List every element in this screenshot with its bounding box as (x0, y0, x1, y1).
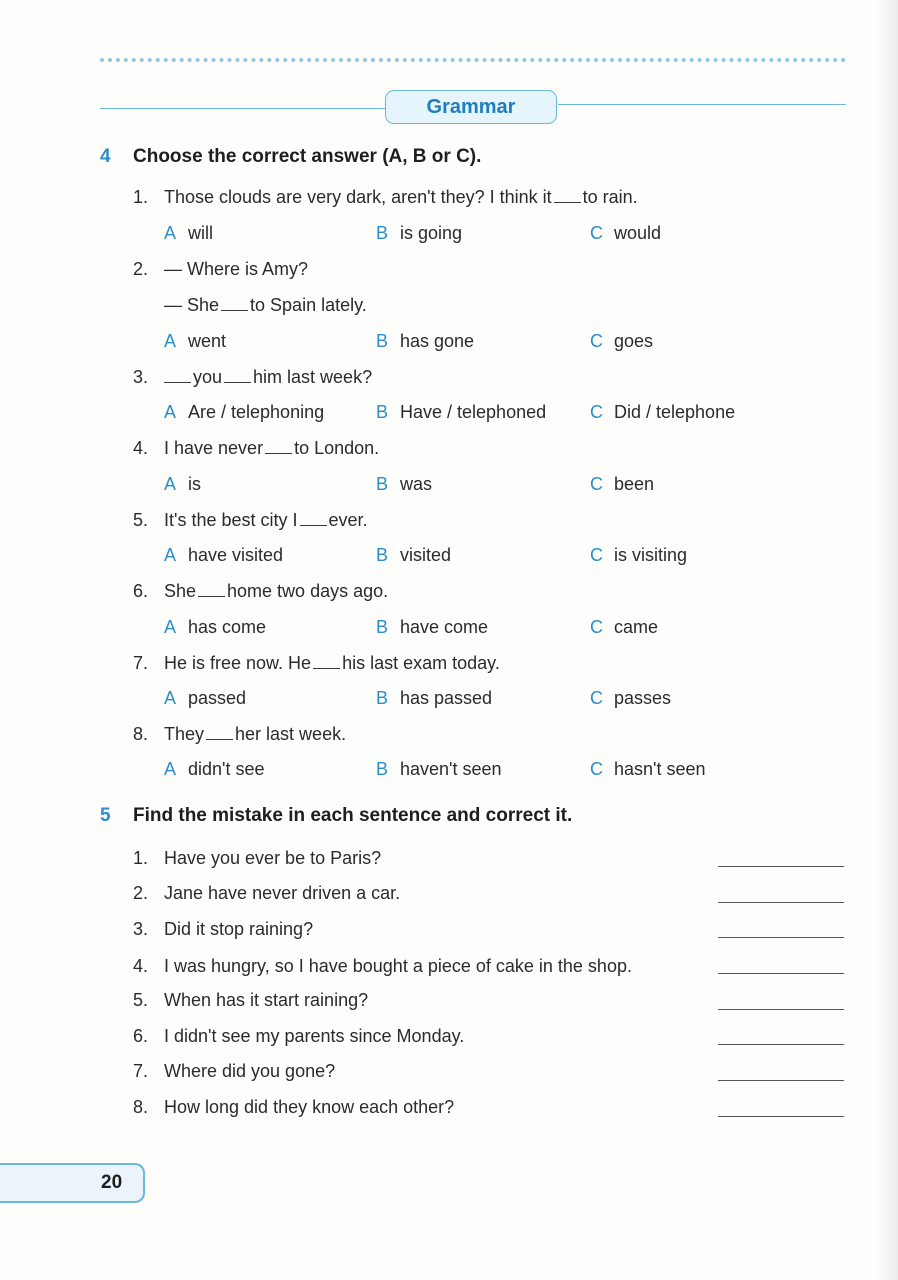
option-b[interactable] (376, 330, 474, 352)
option-b[interactable] (376, 222, 462, 244)
sentence-text: Have you ever be to Paris? (164, 848, 382, 868)
option-text: is (188, 474, 201, 494)
correction-line-1[interactable] (718, 866, 844, 867)
option-text: Are / telephoning (188, 402, 325, 422)
question-text: his last exam today. (342, 653, 500, 673)
sentence-number: 2. (133, 883, 149, 903)
sentence-text: I was hungry, so I have bought a piece of cake in the shop. (164, 956, 632, 976)
question-text: — She (164, 295, 220, 315)
question-8 (133, 723, 346, 745)
correction-line-5[interactable] (718, 1009, 844, 1010)
option-letter: C (590, 223, 603, 243)
exercise-number: 5 (100, 805, 111, 826)
correction-line-3[interactable] (718, 937, 844, 938)
section-rule-right (558, 104, 846, 105)
correction-line-2[interactable] (718, 902, 844, 903)
option-b[interactable] (376, 544, 451, 566)
page-number-tab (0, 1163, 145, 1203)
option-letter: A (164, 545, 177, 565)
option-c[interactable] (590, 687, 671, 709)
option-a[interactable] (164, 222, 213, 244)
option-letter: B (376, 545, 389, 565)
exercise-5-heading (100, 805, 572, 827)
option-a[interactable] (164, 758, 265, 780)
option-letter: B (376, 759, 389, 779)
question-number: 7. (133, 653, 149, 673)
option-a[interactable] (164, 544, 283, 566)
option-c[interactable] (590, 330, 653, 352)
question-text: He is free now. He (164, 653, 312, 673)
question-number: 3. (133, 367, 149, 387)
option-text: passes (614, 688, 672, 708)
answer-blank[interactable] (221, 309, 248, 311)
sentence-number: 6. (133, 1026, 149, 1046)
question-text: — Where is Amy? (164, 259, 309, 279)
sentence-5 (133, 989, 368, 1011)
option-letter: B (376, 617, 389, 637)
option-text: hasn't seen (614, 759, 706, 779)
question-number: 2. (133, 259, 149, 279)
option-a[interactable] (164, 473, 201, 495)
correction-line-4[interactable] (718, 973, 844, 974)
section-title: Grammar (385, 90, 557, 124)
answer-blank[interactable] (265, 452, 292, 454)
option-b[interactable] (376, 758, 502, 780)
option-letter: C (590, 688, 603, 708)
question-text: her last week. (235, 724, 347, 744)
option-text: will (188, 223, 213, 243)
question-number: 6. (133, 581, 149, 601)
option-letter: A (164, 688, 177, 708)
question-text: She (164, 581, 197, 601)
option-letter: A (164, 759, 177, 779)
option-letter: B (376, 402, 389, 422)
option-c[interactable] (590, 222, 661, 244)
question-number: 4. (133, 438, 149, 458)
sentence-text: Did it stop raining? (164, 919, 314, 939)
option-text: has passed (400, 688, 493, 708)
option-text: was (400, 474, 433, 494)
dotted-divider (100, 58, 846, 62)
option-letter: C (590, 545, 603, 565)
option-a[interactable] (164, 616, 266, 638)
sentence-text: Jane have never driven a car. (164, 883, 401, 903)
option-text: have come (400, 617, 489, 637)
question-2-reply (133, 294, 367, 316)
option-letter: C (590, 331, 603, 351)
exercise-instruction: Find the mistake in each sentence and correct it. (133, 805, 573, 826)
question-text: It's the best city I (164, 510, 298, 530)
exercise-4-heading (100, 146, 481, 168)
question-number: 1. (133, 187, 149, 207)
question-text: Those clouds are very dark, aren't they? I think it (164, 187, 552, 207)
question-7 (133, 652, 500, 674)
question-text: home two days ago. (227, 581, 389, 601)
question-5 (133, 509, 368, 531)
option-letter: B (376, 223, 389, 243)
answer-blank[interactable] (206, 738, 233, 740)
option-text: is visiting (614, 545, 688, 565)
question-number: 8. (133, 724, 149, 744)
option-c[interactable] (590, 616, 658, 638)
sentence-number: 7. (133, 1061, 149, 1081)
exercise-instruction: Choose the correct answer (A, B or C). (133, 146, 482, 167)
option-b[interactable] (376, 687, 492, 709)
question-text: to Spain lately. (250, 295, 367, 315)
option-letter: B (376, 331, 389, 351)
option-text: didn't see (188, 759, 265, 779)
option-b[interactable] (376, 473, 432, 495)
sentence-text: How long did they know each other? (164, 1097, 455, 1117)
page-edge-shadow (876, 0, 898, 1280)
answer-blank[interactable] (554, 201, 581, 203)
sentence-3 (133, 918, 313, 940)
sentence-number: 1. (133, 848, 149, 868)
question-text: I have never (164, 438, 264, 458)
question-text: ever. (328, 510, 368, 530)
option-letter: A (164, 223, 177, 243)
sentence-text: Where did you gone? (164, 1061, 336, 1081)
answer-blank[interactable] (300, 524, 327, 526)
question-text: They (164, 724, 205, 744)
question-4 (133, 437, 379, 459)
sentence-1 (133, 847, 381, 869)
option-letter: C (590, 402, 603, 422)
answer-blank[interactable] (198, 595, 225, 597)
option-text: is going (400, 223, 463, 243)
option-letter: C (590, 759, 603, 779)
option-letter: A (164, 617, 177, 637)
option-c[interactable] (590, 401, 735, 423)
option-text: been (614, 474, 655, 494)
answer-blank[interactable] (313, 667, 340, 669)
option-b[interactable] (376, 401, 546, 423)
option-text: haven't seen (400, 759, 502, 779)
sentence-4 (133, 955, 632, 977)
option-c[interactable] (590, 544, 687, 566)
correction-line-6[interactable] (718, 1044, 844, 1045)
question-1 (133, 186, 638, 208)
exercise-number: 4 (100, 146, 111, 167)
question-number: 5. (133, 510, 149, 530)
option-letter: C (590, 617, 603, 637)
option-text: went (188, 331, 227, 351)
question-text: you (193, 367, 223, 387)
option-letter: B (376, 688, 389, 708)
sentence-number: 3. (133, 919, 149, 939)
option-text: has come (188, 617, 267, 637)
option-text: goes (614, 331, 654, 351)
correction-line-8[interactable] (718, 1116, 844, 1117)
option-letter: A (164, 474, 177, 494)
sentence-text: I didn't see my parents since Monday. (164, 1026, 465, 1046)
page-number: 20 (101, 1172, 123, 1193)
question-2 (133, 258, 308, 280)
option-text: visited (400, 545, 452, 565)
sentence-number: 5. (133, 990, 149, 1010)
section-rule-left (100, 108, 386, 109)
option-text: have visited (188, 545, 284, 565)
option-text: Did / telephone (614, 402, 736, 422)
sentence-2 (133, 882, 400, 904)
option-letter: A (164, 402, 177, 422)
option-a[interactable] (164, 687, 246, 709)
question-text: him last week? (253, 367, 373, 387)
option-text: has gone (400, 331, 475, 351)
sentence-7 (133, 1060, 335, 1082)
option-b[interactable] (376, 616, 488, 638)
option-text: came (614, 617, 659, 637)
option-text: would (614, 223, 662, 243)
sentence-8 (133, 1096, 454, 1118)
option-text: Have / telephoned (400, 402, 547, 422)
question-text: to London. (294, 438, 380, 458)
sentence-6 (133, 1025, 464, 1047)
question-3 (133, 366, 372, 388)
option-a[interactable] (164, 330, 226, 352)
question-6 (133, 580, 388, 602)
sentence-number: 4. (133, 956, 149, 976)
option-letter: C (590, 474, 603, 494)
option-a[interactable] (164, 401, 324, 423)
option-text: passed (188, 688, 247, 708)
answer-blank[interactable] (224, 381, 251, 383)
option-letter: B (376, 474, 389, 494)
option-letter: A (164, 331, 177, 351)
answer-blank[interactable] (164, 381, 191, 383)
option-c[interactable] (590, 758, 706, 780)
question-text: to rain. (582, 187, 638, 207)
correction-line-7[interactable] (718, 1080, 844, 1081)
option-c[interactable] (590, 473, 654, 495)
sentence-number: 8. (133, 1097, 149, 1117)
sentence-text: When has it start raining? (164, 990, 369, 1010)
